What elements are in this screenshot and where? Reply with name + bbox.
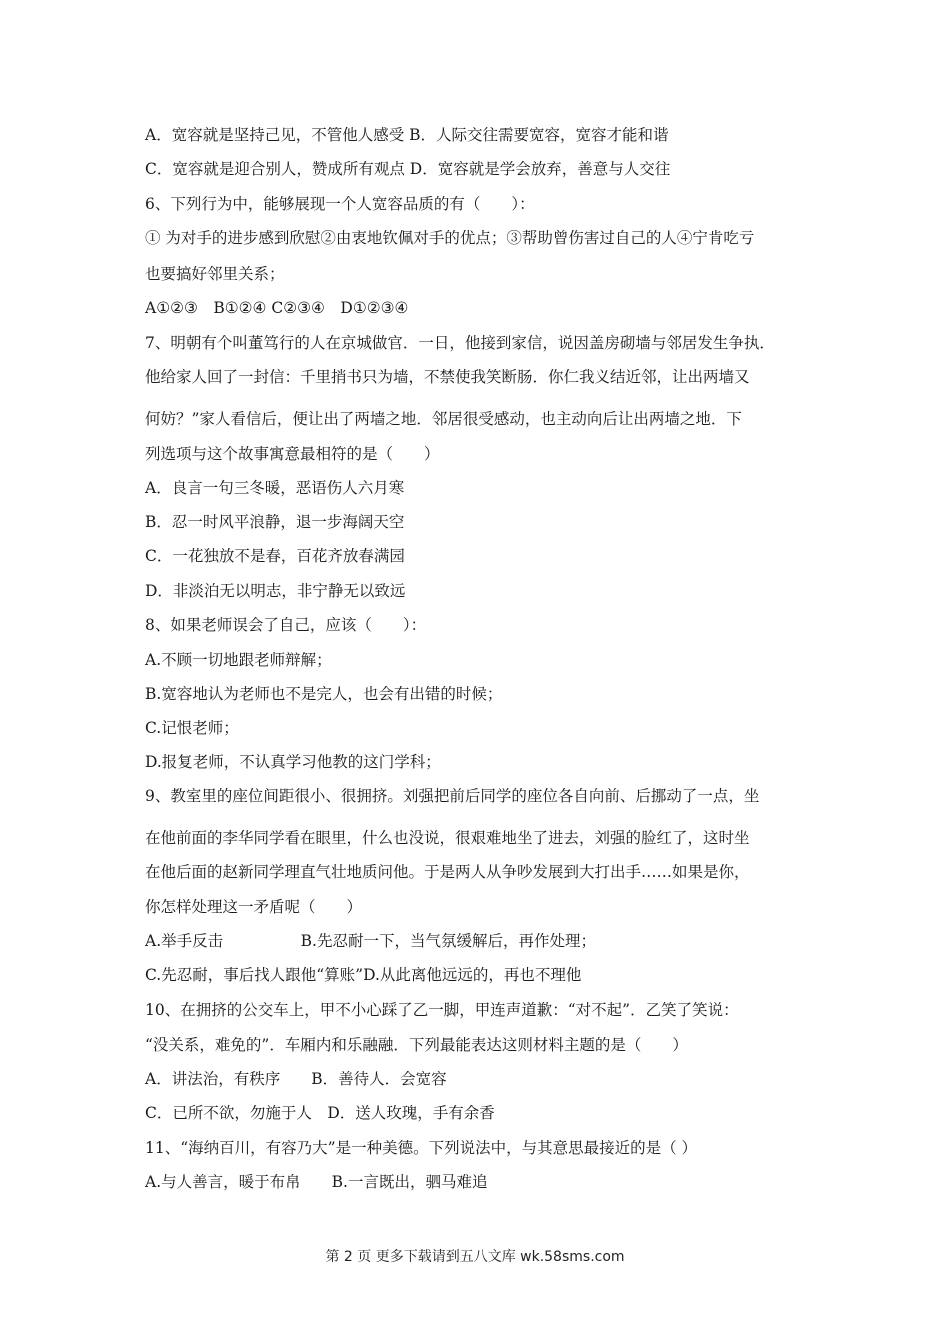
text-line: 6、下列行为中，能够展现一个人宽容品质的有（ ）： bbox=[145, 195, 535, 213]
text-line: B.宽容地认为老师也不是完人，也会有出错的时候； bbox=[145, 685, 503, 703]
text-line: A．良言一句三冬暖，恶语伤人六月寒 bbox=[145, 479, 405, 497]
text-line: B．忍一时风平浪静，退一步海阔天空 bbox=[145, 513, 405, 531]
text-line: 8、如果老师误会了自己，应该（ ）： bbox=[145, 616, 427, 634]
text-line: ① 为对手的进步感到欣慰②由衷地钦佩对手的优点；③帮助曾伤害过自己的人④宁肯吃亏 bbox=[145, 229, 755, 247]
text-line: 他给家人回了一封信：千里捎书只为墙，不禁使我笑断肠．你仁我义结近邻，让出两墙又 bbox=[145, 368, 750, 386]
text-line: A．宽容就是坚持己见，不管他人感受 B．人际交往需要宽容，宽容才能和谐 bbox=[145, 126, 669, 144]
text-line: A．讲法治，有秩序 B．善待人．会宽容 bbox=[145, 1070, 447, 1088]
text-line: A.举手反击 B.先忍耐一下，当气氛缓解后，再作处理； bbox=[145, 932, 596, 950]
text-line: 列选项与这个故事寓意最相符的是（ ） bbox=[145, 445, 440, 463]
text-line: 也要搞好邻里关系； bbox=[145, 265, 285, 283]
text-line: C．宽容就是迎合别人，赞成所有观点 D．宽容就是学会放弃，善意与人交往 bbox=[145, 160, 671, 178]
text-line: C．一花独放不是春，百花齐放春满园 bbox=[145, 547, 405, 565]
text-line: A.不顾一切地跟老师辩解； bbox=[145, 651, 332, 669]
text-line: A.与人善言，暖于布帛 B.一言既出，驷马难追 bbox=[145, 1173, 488, 1191]
text-line: A①②③ B①②④ C②③④ D①②③④ bbox=[145, 299, 409, 317]
text-line: C.记恨老师； bbox=[145, 719, 239, 737]
text-line: 11、“海纳百川，有容乃大”是一种美德。下列说法中，与其意思最接近的是（ ） bbox=[145, 1139, 698, 1157]
page-footer: 第 2 页 更多下载请到五八文库 wk.58sms.com bbox=[325, 1249, 625, 1265]
text-line: C.先忍耐，事后找人跟他“算账”D.从此离他远远的，再也不理他 bbox=[145, 966, 582, 984]
text-line: 在他后面的赵新同学理直气壮地质问他。于是两人从争吵发展到大打出手……如果是你， bbox=[145, 863, 750, 881]
text-line: 10、在拥挤的公交车上，甲不小心踩了乙一脚，甲连声道歉：“对不起”．乙笑了笑说： bbox=[145, 1001, 739, 1019]
text-line: D．非淡泊无以明志，非宁静无以致远 bbox=[145, 582, 406, 600]
text-line: 你怎样处理这一矛盾呢（ ） bbox=[145, 898, 363, 916]
text-line: 在他前面的李华同学看在眼里，什么也没说，很艰难地坐了进去，刘强的脸红了，这时坐 bbox=[145, 829, 750, 847]
text-line: C．已所不欲，勿施于人 D．送人玫瑰，手有余香 bbox=[145, 1104, 495, 1122]
text-line: “没关系，难免的”．车厢内和乐融融．下列最能表达这则材料主题的是（ ） bbox=[145, 1036, 688, 1054]
text-line: 何妨？”家人看信后，便让出了两墙之地．邻居很受感动，也主动向后让出两墙之地．下 bbox=[145, 410, 742, 428]
text-line: 9、教室里的座位间距很小、很拥挤。刘强把前后同学的座位各自向前、后挪动了一点，坐 bbox=[145, 787, 760, 805]
text-line: D.报复老师，不认真学习他教的这门学科； bbox=[145, 753, 441, 771]
text-line: 7、明朝有个叫董笃行的人在京城做官．一日，他接到家信，说因盖房砌墙与邻居发生争执． bbox=[145, 334, 775, 352]
